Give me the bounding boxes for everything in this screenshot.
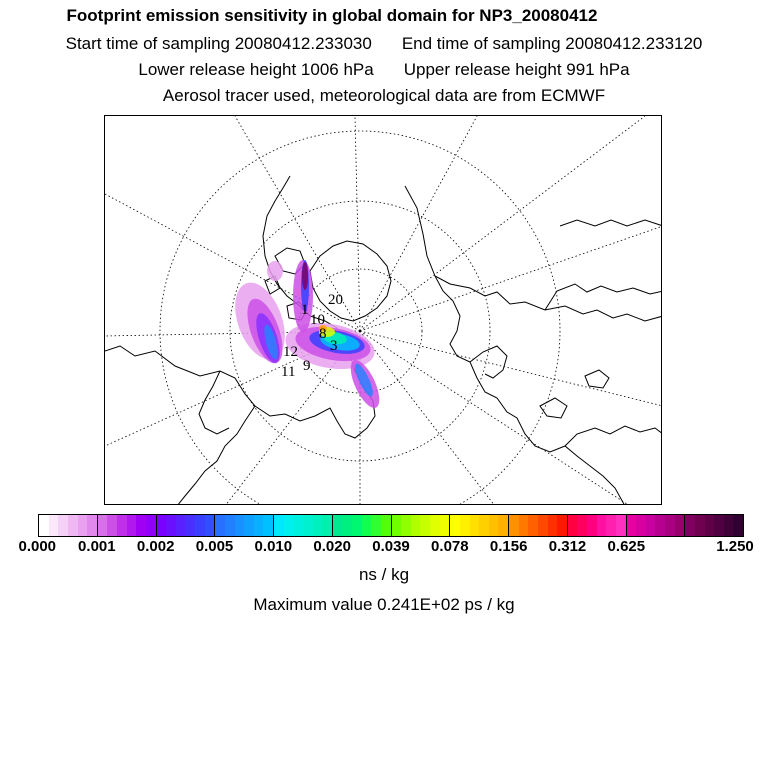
colorbar-cell	[714, 515, 724, 536]
colorbar-tick-label: 0.005	[195, 538, 234, 555]
colorbar-segment	[39, 515, 98, 536]
plot-title: Footprint emission sensitivity in global domain for NP3_20080412	[66, 6, 598, 25]
colorbar-cell	[136, 515, 146, 536]
colorbar-segment	[685, 515, 743, 536]
start-time-text: Start time of sampling 20080412.233030	[65, 34, 372, 53]
trajectory-label-2: 10	[310, 312, 325, 328]
colorbar-tick-label: 0.000	[18, 538, 57, 555]
colorbar-cell	[225, 515, 235, 536]
meridian-3	[355, 116, 360, 331]
colorbar-cell	[519, 515, 529, 536]
colorbar-cell	[636, 515, 646, 536]
colorbar-cell	[166, 515, 176, 536]
maximum-value-text: Maximum value 0.241E+02 ps / kg	[253, 595, 515, 614]
colorbar-tick-label: 0.010	[254, 538, 293, 555]
colorbar-cell	[342, 515, 352, 536]
colorbar-cell	[509, 515, 519, 536]
sensitivity-patch	[267, 261, 283, 281]
colorbar-cell	[479, 515, 489, 536]
colorbar-cell	[215, 515, 225, 536]
colorbar-segment	[333, 515, 392, 536]
sensitivity-patch	[302, 262, 308, 290]
colorbar-tick-label: 1.250	[716, 538, 754, 555]
colorbar-segment	[98, 515, 157, 536]
colorbar-cell	[733, 515, 743, 536]
colorbar-cell	[498, 515, 508, 536]
colorbar-cell	[195, 515, 205, 536]
colorbar-cell	[548, 515, 558, 536]
colorbar-segment	[627, 515, 686, 536]
colorbar-segment	[392, 515, 451, 536]
end-time-text: End time of sampling 20080412.233120	[401, 34, 703, 53]
colorbar-cell	[616, 515, 626, 536]
colorbar-segment	[568, 515, 627, 536]
colorbar-tick-label: 0.001	[78, 538, 116, 555]
coastlines	[105, 176, 662, 505]
colorbar-cell	[117, 515, 127, 536]
colorbar-cell	[577, 515, 587, 536]
colorbar-cell	[568, 515, 578, 536]
footprint-sensitivity-field	[226, 260, 385, 412]
colorbar-tick-label: 0.020	[313, 538, 351, 555]
colorbar-cell	[627, 515, 637, 536]
trajectory-label-6: 3	[330, 338, 338, 354]
colorbar-tick-label: 0.039	[372, 538, 410, 555]
colorbar-cell	[78, 515, 88, 536]
colorbar-cell	[685, 515, 695, 536]
trajectory-label-5: 12	[283, 344, 298, 360]
colorbar-cell	[127, 515, 137, 536]
colorbar-segment	[157, 515, 216, 536]
colorbar-cell	[185, 515, 195, 536]
colorbar-cell	[39, 515, 49, 536]
coastline-hudson	[199, 371, 229, 434]
colorbar-cell	[557, 515, 567, 536]
colorbar-cell	[235, 515, 245, 536]
colorbar-segment	[274, 515, 333, 536]
colorbar-cell	[381, 515, 391, 536]
colorbar-cell	[244, 515, 254, 536]
upper-height-text: Upper release height 991 hPa	[403, 60, 630, 79]
meridian-9	[360, 331, 495, 505]
colorbar-cell	[724, 515, 734, 536]
colorbar-cell	[176, 515, 186, 536]
colorbar-cell	[489, 515, 499, 536]
meridian-1	[105, 194, 360, 331]
colorbar-ticks	[0, 538, 768, 558]
meridian-7	[360, 331, 662, 406]
colorbar-cell	[695, 515, 705, 536]
colorbar-cell	[87, 515, 97, 536]
trajectory-label-7: 1	[301, 302, 309, 318]
colorbar-cell	[333, 515, 343, 536]
colorbar-cell	[392, 515, 402, 536]
tracer-info-line: Aerosol tracer used, meteorological data are from ECMWF	[162, 86, 606, 105]
colorbar-cell	[293, 515, 303, 536]
colorbar-cell	[606, 515, 616, 536]
colorbar-cell	[303, 515, 313, 536]
map-panel	[104, 115, 662, 505]
colorbar-cell	[313, 515, 323, 536]
meridian-8	[360, 331, 630, 505]
colorbar	[38, 514, 744, 537]
colorbar-cell	[362, 515, 372, 536]
colorbar-cell	[322, 515, 332, 536]
colorbar-cell	[440, 515, 450, 536]
trajectory-label-1: 20	[328, 292, 343, 308]
trajectory-label-3: 8	[319, 326, 327, 342]
coastline-greenland	[310, 241, 391, 321]
meridian-6	[360, 226, 662, 331]
colorbar-cell	[597, 515, 607, 536]
coastline-alaska	[177, 406, 255, 505]
colorbar-cell	[450, 515, 460, 536]
colorbar-cell	[460, 515, 470, 536]
colorbar-cell	[470, 515, 480, 536]
colorbar-cell	[98, 515, 108, 536]
colorbar-cell	[587, 515, 597, 536]
colorbar-tick-label: 0.078	[431, 538, 469, 555]
colorbar-cell	[58, 515, 68, 536]
colorbar-cell	[263, 515, 273, 536]
colorbar-cell	[655, 515, 665, 536]
trajectory-label-4: 11	[281, 364, 296, 380]
colorbar-cell	[274, 515, 284, 536]
colorbar-tick-label: 0.002	[136, 538, 175, 555]
graticule	[105, 116, 662, 505]
colorbar-cell	[430, 515, 440, 536]
colorbar-cell	[284, 515, 294, 536]
colorbar-tick-label: 0.625	[607, 538, 646, 555]
coastline-far-east	[565, 426, 662, 446]
sampling-time-line	[0, 34, 768, 54]
colorbar-cell	[528, 515, 538, 536]
trajectory-label-8: 9	[303, 358, 311, 374]
colorbar-cell	[401, 515, 411, 536]
colorbar-cell	[411, 515, 421, 536]
colorbar-cell	[665, 515, 675, 536]
coastline-north-islands	[540, 370, 609, 418]
colorbar-cell	[420, 515, 430, 536]
colorbar-segment	[215, 515, 274, 536]
colorbar-cell	[352, 515, 362, 536]
colorbar-tick-label: 0.156	[489, 538, 528, 555]
coastline-eurasia	[405, 186, 662, 321]
colorbar-cell	[68, 515, 78, 536]
colorbar-cell	[371, 515, 381, 536]
meridian-4	[360, 116, 477, 331]
colorbar-cell	[705, 515, 715, 536]
colorbar-tick-label: 0.312	[548, 538, 587, 555]
polar-map	[105, 116, 662, 505]
coastline-scandinavia	[470, 346, 507, 378]
colorbar-cell	[157, 515, 167, 536]
colorbar-cell	[205, 515, 215, 536]
colorbar-segment	[509, 515, 568, 536]
release-height-line	[0, 60, 768, 80]
coastline-pacific-rim	[560, 220, 662, 226]
colorbar-unit: ns / kg	[358, 565, 410, 584]
lower-height-text: Lower release height 1006 hPa	[138, 60, 374, 79]
colorbar-cell	[538, 515, 548, 536]
colorbar-cell	[107, 515, 117, 536]
colorbar-cell	[254, 515, 264, 536]
colorbar-cell	[646, 515, 656, 536]
colorbar-segment	[450, 515, 509, 536]
colorbar-cell	[49, 515, 59, 536]
colorbar-cell	[146, 515, 156, 536]
colorbar-cell	[675, 515, 685, 536]
